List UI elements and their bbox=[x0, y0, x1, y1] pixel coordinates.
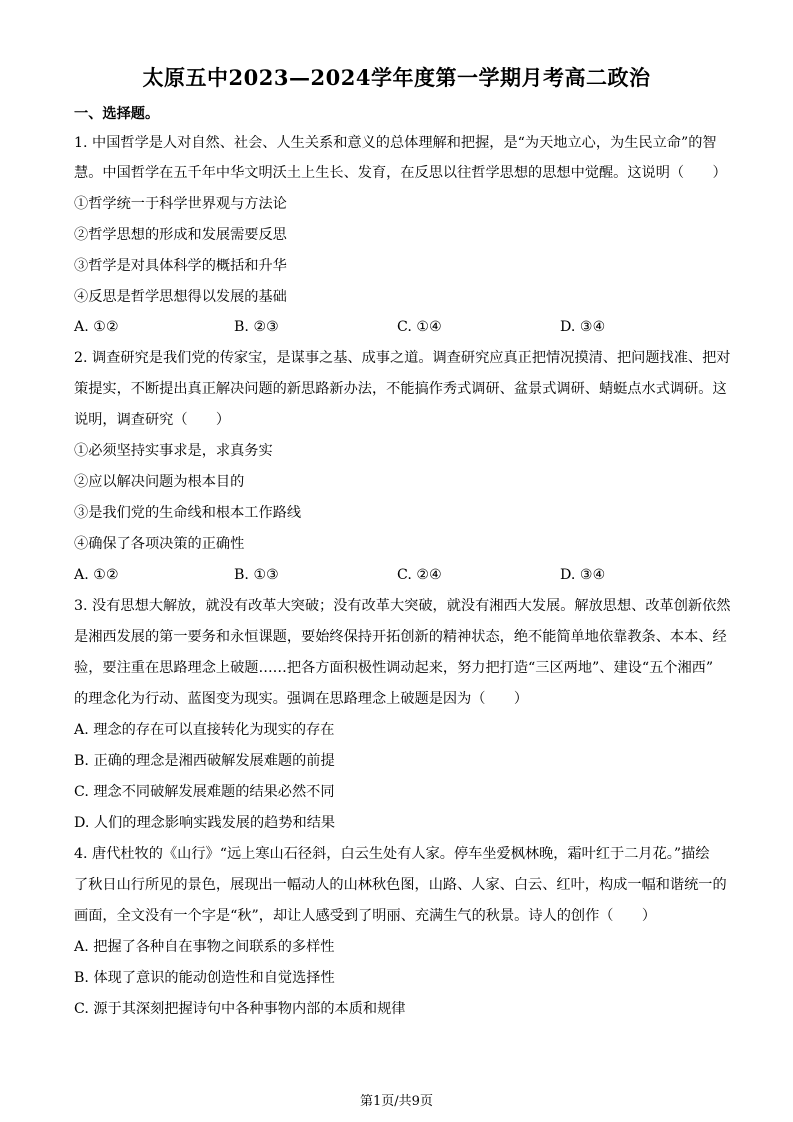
choice-b: B. 正确的理念是湘西破解发展难题的前提 bbox=[74, 753, 335, 769]
choice-d: D. 人们的理念影响实践发展的趋势和结果 bbox=[74, 815, 336, 831]
statement: ②哲学思想的形成和发展需要反思 bbox=[74, 227, 287, 243]
option-d: D. ③④ bbox=[560, 567, 606, 583]
page-title: 太原五中2023—2024学年度第一学期月考高二政治 bbox=[142, 65, 651, 90]
question-text-line: 1. 中国哲学是人对自然、社会、人生关系和意义的总体理解和把握，是“为天地立心，为生民立命”的智 bbox=[74, 135, 717, 151]
choice-a: A. 理念的存在可以直接转化为现实的存在 bbox=[74, 722, 335, 738]
page-number: 第1页/共9页 bbox=[360, 1094, 433, 1109]
question-text-line: 策提实，不断提出真正解决问题的新思路新办法，不能搞作秀式调研、盆景式调研、蜻蜓点水式调研。这 bbox=[74, 381, 727, 397]
question-text-line: 的理念化为行动、蓝图变为现实。强调在思路理念上破题是因为（ ） bbox=[74, 691, 529, 707]
option-b: B. ②③ bbox=[234, 319, 279, 335]
choice-a: A. 把握了各种自在事物之间联系的多样性 bbox=[74, 939, 335, 955]
question-text-line: 3. 没有思想大解放，就没有改革大突破；没有改革大突破，就没有湘西大发展。解放思想、改革创新依然 bbox=[74, 598, 731, 614]
statement: ③是我们党的生命线和根本工作路线 bbox=[74, 505, 302, 521]
question-text-line: 验，要注重在思路理念上破题……把各方面积极性调动起来，努力把打造“三区两地”、建设“五个湘西” bbox=[74, 660, 714, 676]
question-text-line: 画面，全文没有一个字是“秋”，却让人感受到了明丽、充满生气的秋景。诗人的创作（ ） bbox=[74, 908, 657, 924]
option-a: A. ①② bbox=[74, 567, 119, 583]
question-text-line: 慧。中国哲学在五千年中华文明沃土上生长、发育，在反思以往哲学思想的思想中觉醒。这说明（ ） bbox=[74, 165, 727, 181]
question-text-line: 2. 调查研究是我们党的传家宝，是谋事之基、成事之道。调查研究应真正把情况摸清、把问题找准、把对 bbox=[74, 350, 731, 366]
option-c: C. ②④ bbox=[397, 567, 442, 583]
statement: ④反思是哲学思想得以发展的基础 bbox=[74, 289, 287, 305]
question-text-line: 了秋日山行所见的景色，展现出一幅动人的山林秋色图，山路、人家、白云、红叶，构成一幅和谐统一的 bbox=[74, 877, 727, 893]
question-text-line: 是湘西发展的第一要务和永恒课题，要始终保持开拓创新的精神状态，绝不能简单地依靠教条、本本、经 bbox=[74, 629, 727, 645]
section-heading: 一、选择题。 bbox=[74, 106, 160, 122]
statement: ①哲学统一于科学世界观与方法论 bbox=[74, 196, 287, 212]
statement: ④确保了各项决策的正确性 bbox=[74, 536, 245, 552]
option-c: C. ①④ bbox=[397, 319, 442, 335]
question-text-line: 4. 唐代杜牧的《山行》“远上寒山石径斜，白云生处有人家。停车坐爱枫林晚，霜叶红于二月花。”描绘 bbox=[74, 846, 710, 862]
option-d: D. ③④ bbox=[560, 319, 606, 335]
statement: ③哲学是对具体科学的概括和升华 bbox=[74, 258, 287, 274]
statement: ①必须坚持实事求是，求真务实 bbox=[74, 443, 273, 459]
option-b: B. ①③ bbox=[234, 567, 279, 583]
choice-c: C. 源于其深刻把握诗句中各种事物内部的本质和规律 bbox=[74, 1001, 406, 1017]
question-text-line: 说明，调查研究（ ） bbox=[74, 412, 231, 428]
choice-c: C. 理念不同破解发展难题的结果必然不同 bbox=[74, 784, 335, 800]
option-a: A. ①② bbox=[74, 319, 119, 335]
statement: ②应以解决问题为根本目的 bbox=[74, 474, 245, 490]
choice-b: B. 体现了意识的能动创造性和自觉选择性 bbox=[74, 970, 335, 986]
